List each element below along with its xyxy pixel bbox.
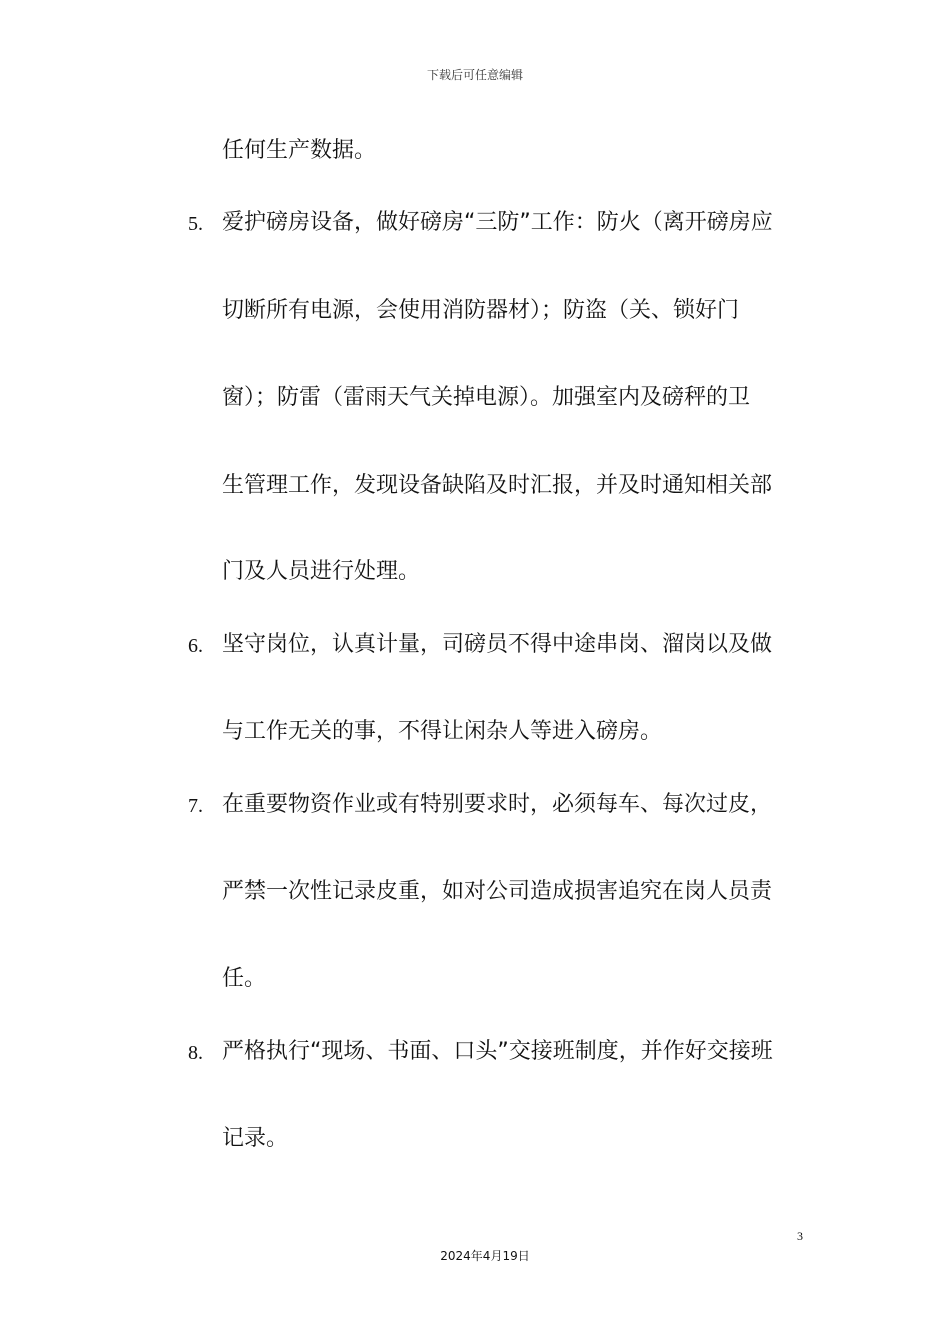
list-item-line: 严格执行“现场、书面、口头”交接班制度，并作好交接班 (222, 1039, 773, 1064)
list-item-line: 门及人员进行处理。 (222, 559, 421, 584)
list-item-line: 与工作无关的事，不得让闲杂人等进入磅房。 (222, 719, 663, 744)
list-item-line: 记录。 (222, 1126, 289, 1151)
list-item-line: 爱护磅房设备，做好磅房“三防”工作：防火（离开磅房应 (222, 210, 773, 235)
page-number: 3 (797, 1229, 803, 1243)
list-item-line: 切断所有电源，会使用消防器材）；防盗（关、锁好门 (222, 298, 740, 323)
continuation-line: 任何生产数据。 (222, 138, 377, 163)
list-item-line: 窗）；防雷（雷雨天气关掉电源）。加强室内及磅秤的卫 (222, 385, 751, 410)
list-item-line: 任。 (222, 966, 267, 991)
list-item-line: 在重要物资作业或有特别要求时，必须每车、每次过皮， (222, 792, 773, 817)
item-number: 5. (188, 213, 203, 235)
item-number: 6. (188, 635, 203, 657)
item-number: 8. (188, 1042, 203, 1064)
page-header: 下载后可任意编辑 (426, 68, 523, 82)
footer-date: 2024年4月19日 (440, 1249, 530, 1263)
list-item-line: 严禁一次性记录皮重，如对公司造成损害追究在岗人员责 (222, 879, 773, 904)
list-item-line: 生管理工作，发现设备缺陷及时汇报，并及时通知相关部 (222, 473, 773, 498)
item-number: 7. (188, 795, 203, 817)
list-item-line: 坚守岗位，认真计量，司磅员不得中途串岗、溜岗以及做 (222, 632, 773, 657)
